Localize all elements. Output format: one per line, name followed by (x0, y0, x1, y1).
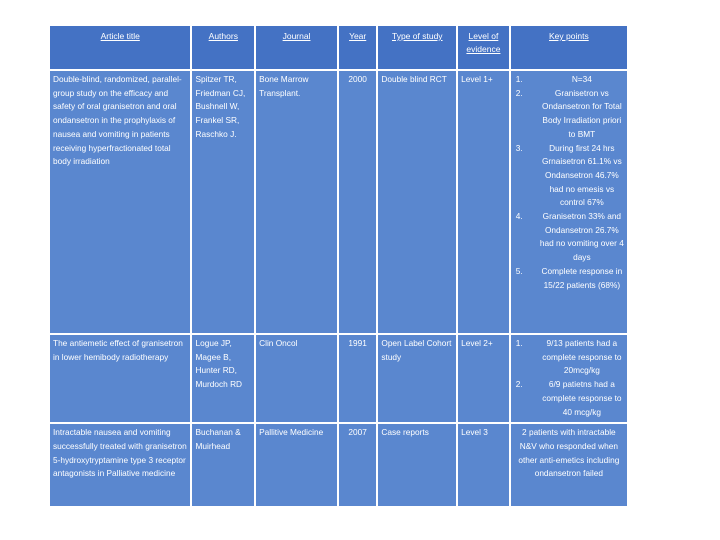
key-points-list (514, 337, 624, 419)
key-point-number: 2. (515, 87, 523, 98)
key-point-number: 2. (515, 379, 523, 390)
header-journal: Journal (256, 26, 337, 69)
key-point-number: 5. (515, 265, 523, 276)
key-point-text: Granisetron 33% and Ondansetron 26.7% had no vomiting over 4 days (539, 211, 624, 263)
key-point-number: 1. (515, 338, 523, 348)
key-point-item (514, 265, 624, 292)
key-points-list (514, 73, 624, 292)
key-point-text: During first 24 hrs Grnaisetron 61.1% vs Ondansetron 46.7% had no emesis vs control 67% (541, 142, 622, 208)
authors-cell: Buchanan & Muirhead (192, 424, 254, 506)
authors-cell: Spitzer TR, Friedman CJ, Bushnell W, Frankel SR, Raschko J. (192, 71, 254, 333)
table-row (50, 424, 627, 506)
evidence-level-cell: Level 2+ (458, 335, 509, 422)
year-cell: 1991 (339, 335, 376, 422)
header-article-title: Article title (50, 26, 190, 69)
header-authors: Authors (192, 26, 254, 69)
key-point-number: 3. (515, 142, 523, 153)
key-point-text: Granisetron vs Ondansetron for Total Body Irradiation priori to BMT (542, 87, 622, 139)
key-point-text: N=34 (571, 74, 592, 84)
key-point-item (514, 142, 624, 211)
evidence-table (48, 24, 629, 508)
year-cell: 2000 (339, 71, 376, 333)
key-point-text: 9/13 patients had a complete response to 20mcg/kg (542, 338, 622, 376)
key-points-cell: 2 patients with intractable N&V who responded when other anti-emetics including ondansetron failed (511, 424, 627, 506)
key-point-item (514, 337, 624, 378)
evidence-level-cell: Level 1+ (458, 71, 509, 333)
table-row (50, 335, 627, 422)
year-cell: 2007 (339, 424, 376, 506)
header-type-of-study: Type of study (378, 26, 456, 69)
table-row (50, 71, 627, 333)
key-point-number: 4. (515, 211, 523, 222)
header-level-of-evidence: Level of evidence (458, 26, 509, 69)
header-row (50, 26, 627, 69)
key-point-item (514, 378, 624, 419)
header-key-points: Key points (511, 26, 627, 69)
key-point-item (514, 73, 624, 87)
evidence-level-cell: Level 3 (458, 424, 509, 506)
header-year: Year (339, 26, 376, 69)
key-point-item (514, 87, 624, 142)
key-points-cell (511, 71, 627, 333)
journal-cell: Pallitive Medicine (256, 424, 337, 506)
study-type-cell: Open Label Cohort study (378, 335, 456, 422)
article-title-cell: Double-blind, randomized, parallel-group study on the efficacy and safety of oral granisetron and oral ondansetron in the prophylaxis of nausea and vomiting in patients receiving hyperfractionated total body irradiation (50, 71, 190, 333)
authors-cell: Logue JP, Magee B, Hunter RD, Murdoch RD (192, 335, 254, 422)
journal-cell: Clin Oncol (256, 335, 337, 422)
key-points-cell (511, 335, 627, 422)
study-type-cell: Case reports (378, 424, 456, 506)
article-title-cell: Intractable nausea and vomiting successfully treated with granisetron 5-hydroxytryptamine type 3 receptor antagonists in Palliative medicine (50, 424, 190, 506)
article-title-cell: The antiemetic effect of granisetron in lower hemibody radiotherapy (50, 335, 190, 422)
key-point-item (514, 210, 624, 265)
study-type-cell: Double blind RCT (378, 71, 456, 333)
key-point-text: 6/9 patietns had a complete response to 40 mcg/kg (542, 379, 622, 417)
key-point-number: 1. (515, 74, 523, 84)
journal-cell: Bone Marrow Transplant. (256, 71, 337, 333)
key-point-text: Complete response in 15/22 patients (68%) (541, 265, 623, 290)
